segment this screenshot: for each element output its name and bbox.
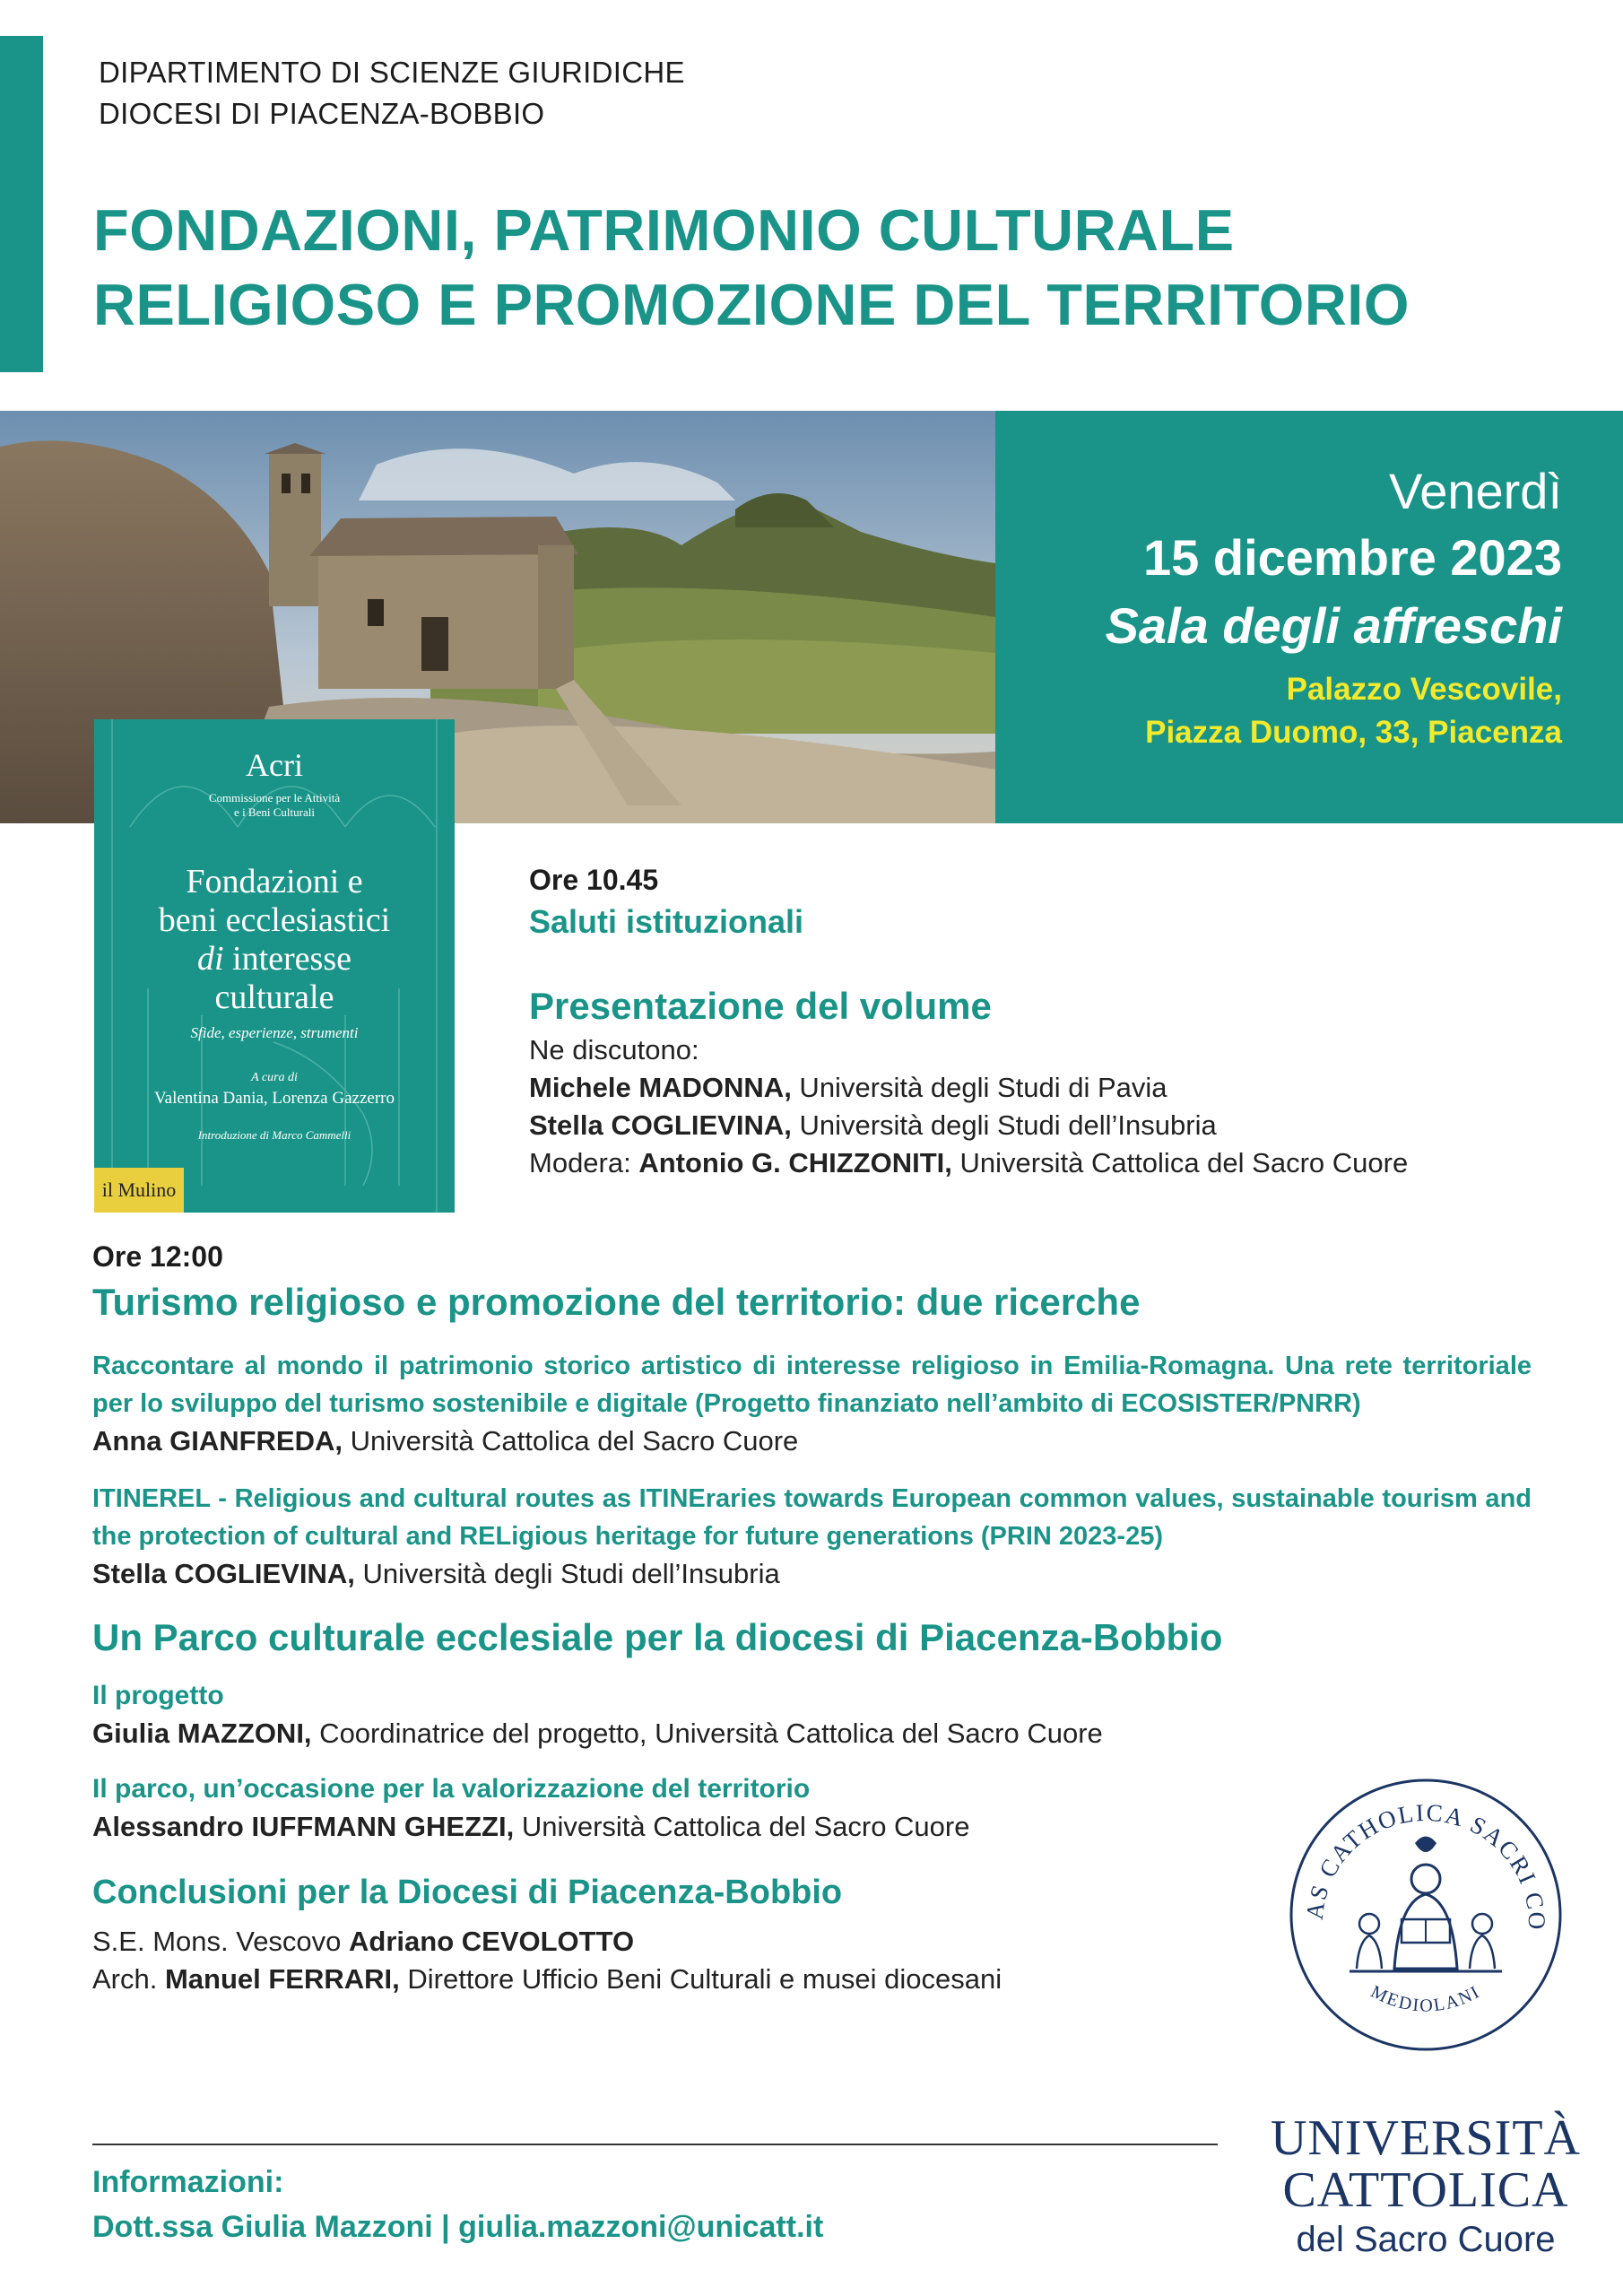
book-intro: Introduzione di Marco Cammelli bbox=[197, 1128, 352, 1142]
book-title-line-4: culturale bbox=[214, 978, 334, 1016]
session-morning bbox=[529, 861, 1560, 1182]
speaker-name: Michele MADONNA, bbox=[529, 1072, 792, 1103]
commission-line-2: e i Beni Culturali bbox=[234, 805, 315, 819]
info-label: Informazioni: bbox=[92, 2165, 284, 2199]
moderator-name: Antonio G. CHIZZONITI, bbox=[638, 1147, 952, 1178]
book-publisher: il Mulino bbox=[94, 1168, 184, 1213]
university-logo bbox=[1260, 2112, 1592, 2263]
event-place bbox=[1106, 668, 1562, 754]
conclusion-name: Adriano CEVOLOTTO bbox=[349, 1926, 635, 1957]
book-curated-label: A cura di bbox=[251, 1071, 298, 1084]
presentation-heading: Presentazione del volume bbox=[529, 985, 992, 1027]
speaker-line bbox=[529, 1107, 1560, 1144]
page-title bbox=[93, 193, 1410, 342]
speaker-affiliation: Università degli Studi dell’Insubria bbox=[791, 1109, 1217, 1141]
researcher-name: Anna GIANFREDA, bbox=[92, 1425, 343, 1457]
book-cover bbox=[94, 719, 455, 1213]
book-subtitle: Sfide, esperienze, strumenti bbox=[190, 1024, 359, 1041]
svg-text:MEDIOLANI bbox=[1367, 1982, 1484, 2016]
conclusion-affiliation: Direttore Ufficio Beni Culturali e musei diocesani bbox=[399, 1963, 1002, 1995]
contact-info bbox=[92, 2160, 823, 2249]
moderator-line bbox=[529, 1144, 1560, 1182]
park-subtitle: Il parco, un’occasione per la valorizzazione del territorio bbox=[92, 1774, 811, 1804]
speaker-line bbox=[529, 1069, 1560, 1107]
title-line-2: RELIGIOSO E PROMOZIONE DEL TERRITORIO bbox=[93, 272, 1410, 337]
session-time: Ore 12:00 bbox=[92, 1240, 223, 1273]
seal-text-top: AS CATHOLICA SACRI CO bbox=[1300, 1798, 1551, 1932]
place-line-1: Palazzo Vescovile, bbox=[1286, 672, 1562, 707]
accent-bar bbox=[0, 36, 43, 372]
moderator-label: Modera: bbox=[529, 1147, 639, 1178]
commission-line-1: Commissione per le Attività bbox=[208, 791, 341, 804]
event-date: 15 dicembre 2023 bbox=[1143, 529, 1562, 586]
book-title-rest: interesse bbox=[223, 940, 352, 978]
event-details bbox=[995, 411, 1623, 823]
organizers bbox=[99, 52, 685, 135]
conclusions-heading: Conclusioni per la Diocesi di Piacenza-Bobbio bbox=[92, 1874, 843, 1911]
book-title-line-2: beni ecclesiastici bbox=[158, 901, 391, 939]
book-commission bbox=[94, 791, 455, 820]
seal-text-bottom: MEDIOLANI bbox=[1367, 1981, 1484, 2016]
diocese-line: DIOCESI DI PIACENZA-BOBBIO bbox=[99, 97, 545, 130]
tourism-heading: Turismo religioso e promozione del territorio: due ricerche bbox=[92, 1281, 1141, 1323]
event-day: Venerdì bbox=[1388, 463, 1562, 519]
greetings-heading: Saluti istituzionali bbox=[529, 903, 804, 940]
researcher-line bbox=[92, 1555, 1532, 1593]
book-title-line-3 bbox=[94, 940, 455, 978]
research-title: ITINEREL - Religious and cultural routes as ITINEraries towards European common values, sustainable tourism and the protection of cultural and RELigious heritage for future generations (PRIN 2023-25) bbox=[92, 1484, 1532, 1551]
session-time: Ore 10.45 bbox=[529, 864, 659, 896]
researcher-affiliation: Università degli Studi dell’Insubria bbox=[354, 1558, 780, 1589]
speaker-name: Giulia MAZZONI, bbox=[92, 1718, 312, 1749]
title-line-1: FONDAZIONI, PATRIMONIO CULTURALE bbox=[93, 197, 1235, 263]
place-line-2: Piazza Duomo, 33, Piacenza bbox=[1145, 715, 1562, 750]
speaker-affiliation: Università Cattolica del Sacro Cuore bbox=[514, 1811, 970, 1842]
svg-text:UNIVERSITAS CATHOLICA SACRI CO bbox=[1287, 1776, 1550, 1931]
researcher-line bbox=[92, 1422, 1532, 1460]
university-name-line-2: CATTOLICA bbox=[1282, 2162, 1569, 2218]
book-title-italic: di bbox=[196, 940, 224, 978]
speaker-name: Alessandro IUFFMANN GHEZZI, bbox=[92, 1811, 515, 1842]
discuss-label: Ne discutono: bbox=[529, 1034, 699, 1065]
event-room: Sala degli affreschi bbox=[1105, 597, 1562, 654]
moderator-affiliation: Università Cattolica del Sacro Cuore bbox=[951, 1147, 1409, 1178]
book-brand: Acri bbox=[246, 747, 303, 783]
conclusion-name: Manuel FERRARI, bbox=[164, 1963, 400, 1995]
speaker-line bbox=[92, 1715, 1532, 1752]
seal-icon bbox=[1287, 1776, 1565, 2054]
speaker-affiliation: Coordinatrice del progetto, Università Cattolica del Sacro Cuore bbox=[311, 1718, 1103, 1749]
research-title: Raccontare al mondo il patrimonio storico artistico di interesse religioso in Emilia-Romagna. Una rete territoriale per lo sviluppo del turismo sostenibile e digitale (Progetto finanziato nell’ambito di ECOSISTER/PNRR) bbox=[92, 1352, 1532, 1418]
researcher-affiliation: Università Cattolica del Sacro Cuore bbox=[343, 1425, 799, 1457]
book-title bbox=[94, 863, 455, 1017]
university-name-line-1: UNIVERSITÀ bbox=[1271, 2110, 1581, 2166]
info-contact[interactable]: Dott.ssa Giulia Mazzoni | giulia.mazzoni@unicatt.it bbox=[92, 2210, 824, 2244]
book-title-line-1: Fondazioni e bbox=[186, 863, 363, 900]
project-title: Il progetto bbox=[92, 1681, 224, 1710]
divider bbox=[92, 2144, 1218, 2145]
speaker-affiliation: Università degli Studi di Pavia bbox=[791, 1072, 1167, 1103]
university-name-line-3: del Sacro Cuore bbox=[1296, 2220, 1556, 2259]
researcher-name: Stella COGLIEVINA, bbox=[92, 1558, 355, 1589]
park-heading: Un Parco culturale ecclesiale per la diocesi di Piacenza-Bobbio bbox=[92, 1616, 1223, 1658]
book-curators: Valentina Dania, Lorenza Gazzerro bbox=[154, 1089, 395, 1108]
dept-line: DIPARTIMENTO DI SCIENZE GIURIDICHE bbox=[99, 56, 685, 89]
speaker-name: Stella COGLIEVINA, bbox=[529, 1109, 792, 1141]
conclusion-prefix: Arch. bbox=[92, 1963, 165, 1995]
conclusion-prefix: S.E. Mons. Vescovo bbox=[92, 1926, 350, 1957]
university-seal bbox=[1287, 1776, 1565, 2054]
